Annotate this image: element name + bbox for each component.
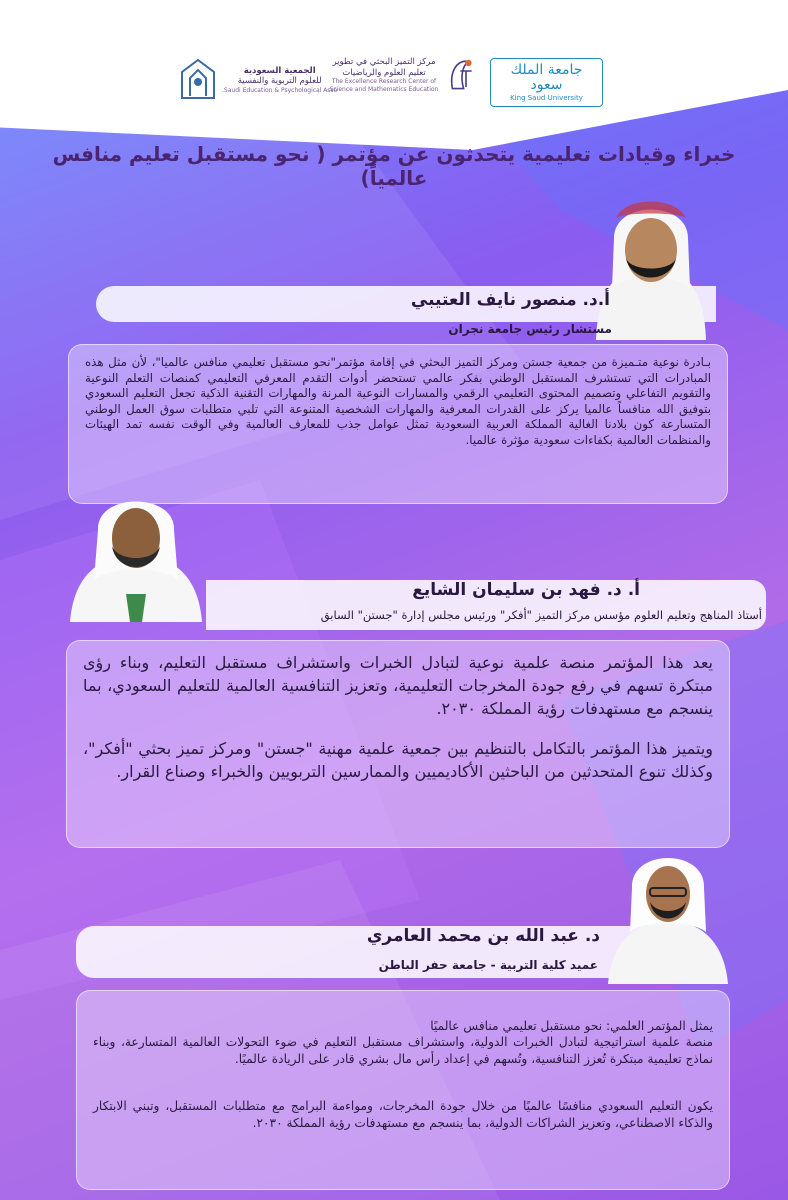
speaker-2-name: أ. د. فهد بن سليمان الشايع bbox=[412, 580, 640, 600]
speaker-3-quote-paragraph-1: يمثل المؤتمر العلمي: نحو مستقبل تعليمي منافس عالميًا منصة علمية استراتيجية لتبادل الخبرات الدولية، واستشراف مستقبل التعليم في ضوء التحولات العالمية المتسارعة، وبناء نماذج تعليمية مبتكرة تُعزز التنافسية، وتُسهم في إعداد رأس مال بشري قادر على الريادة عالميًا. bbox=[93, 1018, 713, 1066]
speaker-3-quote-paragraph-2: يكون التعليم السعودي منافسًا عالميًا من خلال جودة المخرجات، ومواءمة البرامج مع متطلبات المستقبل، وتبني الابتكار والذكاء الاصطناعي، وتعزيز الشراكات الدولية، بما ينسجم مع مستهدفات رؤية المملكة ٢٠٣٠. bbox=[93, 1098, 713, 1130]
ksu-logo-box bbox=[490, 58, 603, 107]
center-name-ar-2: تعليم العلوم والرياضيات bbox=[342, 67, 426, 78]
speaker-3-quote-card bbox=[76, 990, 730, 1190]
assoc-name-en: Saudi Education & Psychological Asso. bbox=[222, 86, 338, 94]
assoc-name-ar-1: الجمعية السعودية bbox=[243, 65, 316, 76]
speaker-3-portrait bbox=[606, 836, 730, 984]
speaker-1-name: أ.د. منصور نايف العتيبي bbox=[410, 290, 610, 310]
speaker-1-role: مستشار رئيس جامعة نجران bbox=[448, 322, 612, 336]
speaker-2-role: أستاذ المناهج وتعليم العلوم مؤسس مركز التميز "أفكر" ورئيس مجلس إدارة "جستن" السابق bbox=[320, 608, 762, 622]
speaker-2-portrait bbox=[66, 476, 206, 622]
logos-row bbox=[0, 50, 788, 120]
center-name-ar-1: مركز التميز البحثي في تطوير bbox=[332, 56, 436, 67]
speaker-1-portrait bbox=[586, 178, 716, 340]
excellence-center-logo bbox=[328, 50, 478, 100]
speaker-2-quote-paragraph-2: ويتميز هذا المؤتمر بالتكامل بالتنظيم بين جمعية علمية مهنية "جستن" ومركز تميز بحثي "أفكر"، وكذلك تنوع المتحدثين من الباحثين الأكاديميين والممارسين التربويين والخبراء وصناع القرار. bbox=[83, 738, 713, 781]
speaker-3-role: عميد كلية التربية - جامعة حفر الباطن bbox=[378, 958, 598, 972]
speaker-2-quote-paragraph-1: يعد هذا المؤتمر منصة علمية نوعية لتبادل الخبرات واستشراف مستقبل التعليم، وبناء رؤى مبتكرة تسهم في رفع جودة المخرجات التعليمية، وتعزيز التنافسية العالمية للتعليم السعودي، بما ينسجم مع مستهدفات رؤية المملكة ٢٠٣٠. bbox=[83, 653, 713, 719]
ksu-logo bbox=[490, 58, 603, 107]
saudi-assoc-logo bbox=[180, 58, 337, 102]
speaker-2-quote-card bbox=[66, 640, 730, 848]
saudi-assoc-emblem-icon bbox=[180, 58, 216, 102]
speaker-1-quote-paragraph-1: بـادرة نوعية متـميزة من جمعية جستن ومركز التميز البحثي في إقامة مؤتمر"نحو مستقبل تعليمي منافس عالميا"، لأن مثل هذه المبادرات التي تستشرف المستقبل الوطني بفكر عالمي تستحضر أدوات التقدم المعرفي التعليمي كمنصات التعلم النوعية والتقويم التفاعلي وتصميم المحتوى التعليمي الرقمي والمسارات النوعية المرنة والمهارات التقنية الذكية تجعل التعليم السعودي بتوفيق الله منافساً عالميا يركز على القدرات المعرفية والمهارات الشخصية المتنوعة التي تلبي متطلبات سوق العمل الوطني المتسارعة كون بلادنا الغالية المملكة العربية السعودية تمثل عوامل جذب للمعارف العالمية وفي الوقت نفسه تمد الهيئات والمنظمات العالمية بكفاءات سعودية مؤثرة عالميا. bbox=[85, 355, 711, 447]
center-name-en: The Excellence Research Center of Science and Mathematics Education bbox=[329, 78, 439, 93]
assoc-name-ar-2: للعلوم التربوية والنفسية bbox=[237, 76, 322, 87]
page-title: خبراء وقيادات تعليمية يتحدثون عن مؤتمر ( نحو مستقبل تعليم منافس عالمياً) bbox=[52, 142, 736, 190]
ksu-name-ar: جامعة الملك سعود bbox=[510, 62, 583, 94]
ksu-name-en: King Saud University bbox=[510, 93, 583, 102]
speaker-3-name: د. عبد الله بن محمد العامري bbox=[366, 926, 600, 946]
excellence-center-emblem-icon bbox=[446, 50, 478, 100]
